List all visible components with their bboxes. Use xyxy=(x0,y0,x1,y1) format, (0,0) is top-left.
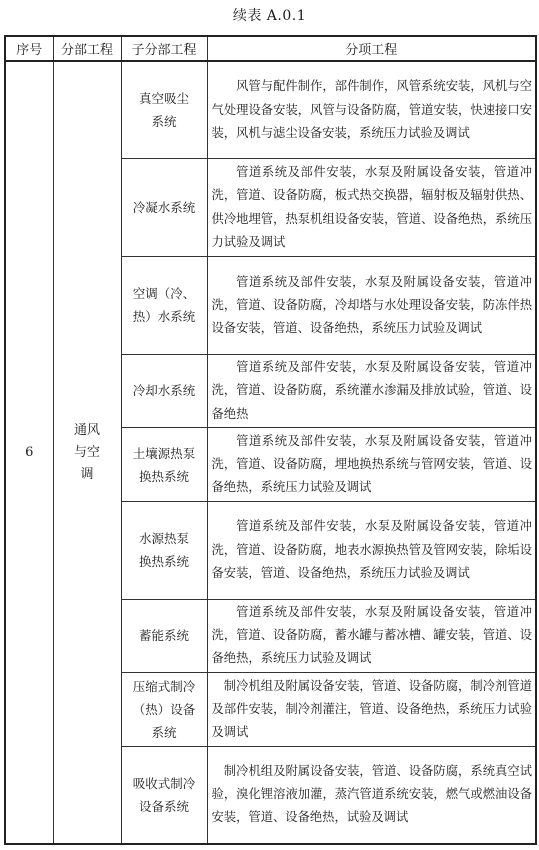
items-cell: 制冷机组及附属设备安装，管道、设备防腐，系统真空试验，溴化锂溶液加灌，蒸汽管道系统安装，燃气或燃油设备安装，管道、设备绝热，试验及调试 xyxy=(207,746,536,844)
header-no: 序号 xyxy=(5,36,53,61)
header-subpart: 子分部工程 xyxy=(121,36,207,61)
items-cell: 管道系统及部件安装，水泵及附属设备安装，管道冲洗，管道、设备防腐，系统灌水渗漏及排放试验，管道、设备绝热 xyxy=(207,354,536,428)
items-cell: 管道系统及部件安装，水泵及附属设备安装，管道冲洗，管道、设备防腐，埋地换热系统与管网安装，管道、设备绝热，系统压力试验及调试 xyxy=(207,428,536,502)
subdivision-label: 水源热泵换热系统 xyxy=(138,531,189,570)
table-row xyxy=(5,61,536,159)
subdivision-label: 压缩式制冷（热）设备系统 xyxy=(132,678,196,740)
items-cell: 制冷机组及附属设备安装，管道、设备防腐，制冷剂管道及部件安装，制冷剂灌注，管道、设备绝热，系统压力试验及调试 xyxy=(207,673,536,747)
items-cell: 管道系统及部件安装，水泵及附属设备安装，管道冲洗，管道、设备防腐，地表水源换热管及管网安装，除垢设备安装，管道、设备绝热，系统压力试验及调试 xyxy=(207,501,536,599)
items-cell: 管道系统及部件安装，水泵及附属设备安装，管道冲洗，管道、设备防腐，冷却塔与水处理设备安装，防冻伴热设备安装，管道、设备绝热，系统压力试验及调试 xyxy=(207,256,536,354)
subdivision-cell xyxy=(121,673,207,747)
header-part: 分部工程 xyxy=(53,36,121,61)
subdivision-label: 吸收式制冷设备系统 xyxy=(132,775,196,814)
subdivision-cell xyxy=(121,746,207,844)
subdivision-cell: 冷却水系统 xyxy=(121,354,207,428)
items-cell: 风管与配件制作，部件制作，风管系统安装，风机与空气处理设备安装，风管与设备防腐，管道安装，快速接口安装，风机与滤尘设备安装，系统压力试验及调试 xyxy=(207,61,536,159)
subdivision-cell xyxy=(121,61,207,159)
subdivision-label: 空调（冷、热）水系统 xyxy=(132,286,196,325)
table-caption: 续表 A.0.1 xyxy=(232,8,307,24)
subdivision-cell xyxy=(121,256,207,354)
header-row xyxy=(5,36,536,61)
items-cell: 管道系统及部件安装，水泵及附属设备安装，管道冲洗，管道、设备防腐，蓄水罐与蓄冰槽、罐安装，管道、设备绝热，系统压力试验及调试 xyxy=(207,599,536,673)
items-cell: 管道系统及部件安装，水泵及附属设备安装，管道冲洗，管道、设备防腐，板式热交换器，辐射板及辐射供热、供冷地埋管，热泵机组设备安装，管道、设备绝热，系统压力试验及调试 xyxy=(207,159,536,257)
subdivision-cell: 蓄能系统 xyxy=(121,599,207,673)
division-cell xyxy=(53,61,121,844)
subdivision-label: 真空吸尘系统 xyxy=(138,91,189,130)
subdivision-cell xyxy=(121,501,207,599)
subdivision-cell: 冷凝水系统 xyxy=(121,159,207,257)
subdivision-label: 土壤源热泵换热系统 xyxy=(132,445,196,484)
header-items: 分项工程 xyxy=(207,36,536,61)
division-label: 通风与空调 xyxy=(73,422,100,482)
subdivision-cell xyxy=(121,428,207,502)
row-number-cell: 6 xyxy=(5,61,53,844)
division-table xyxy=(4,35,537,845)
